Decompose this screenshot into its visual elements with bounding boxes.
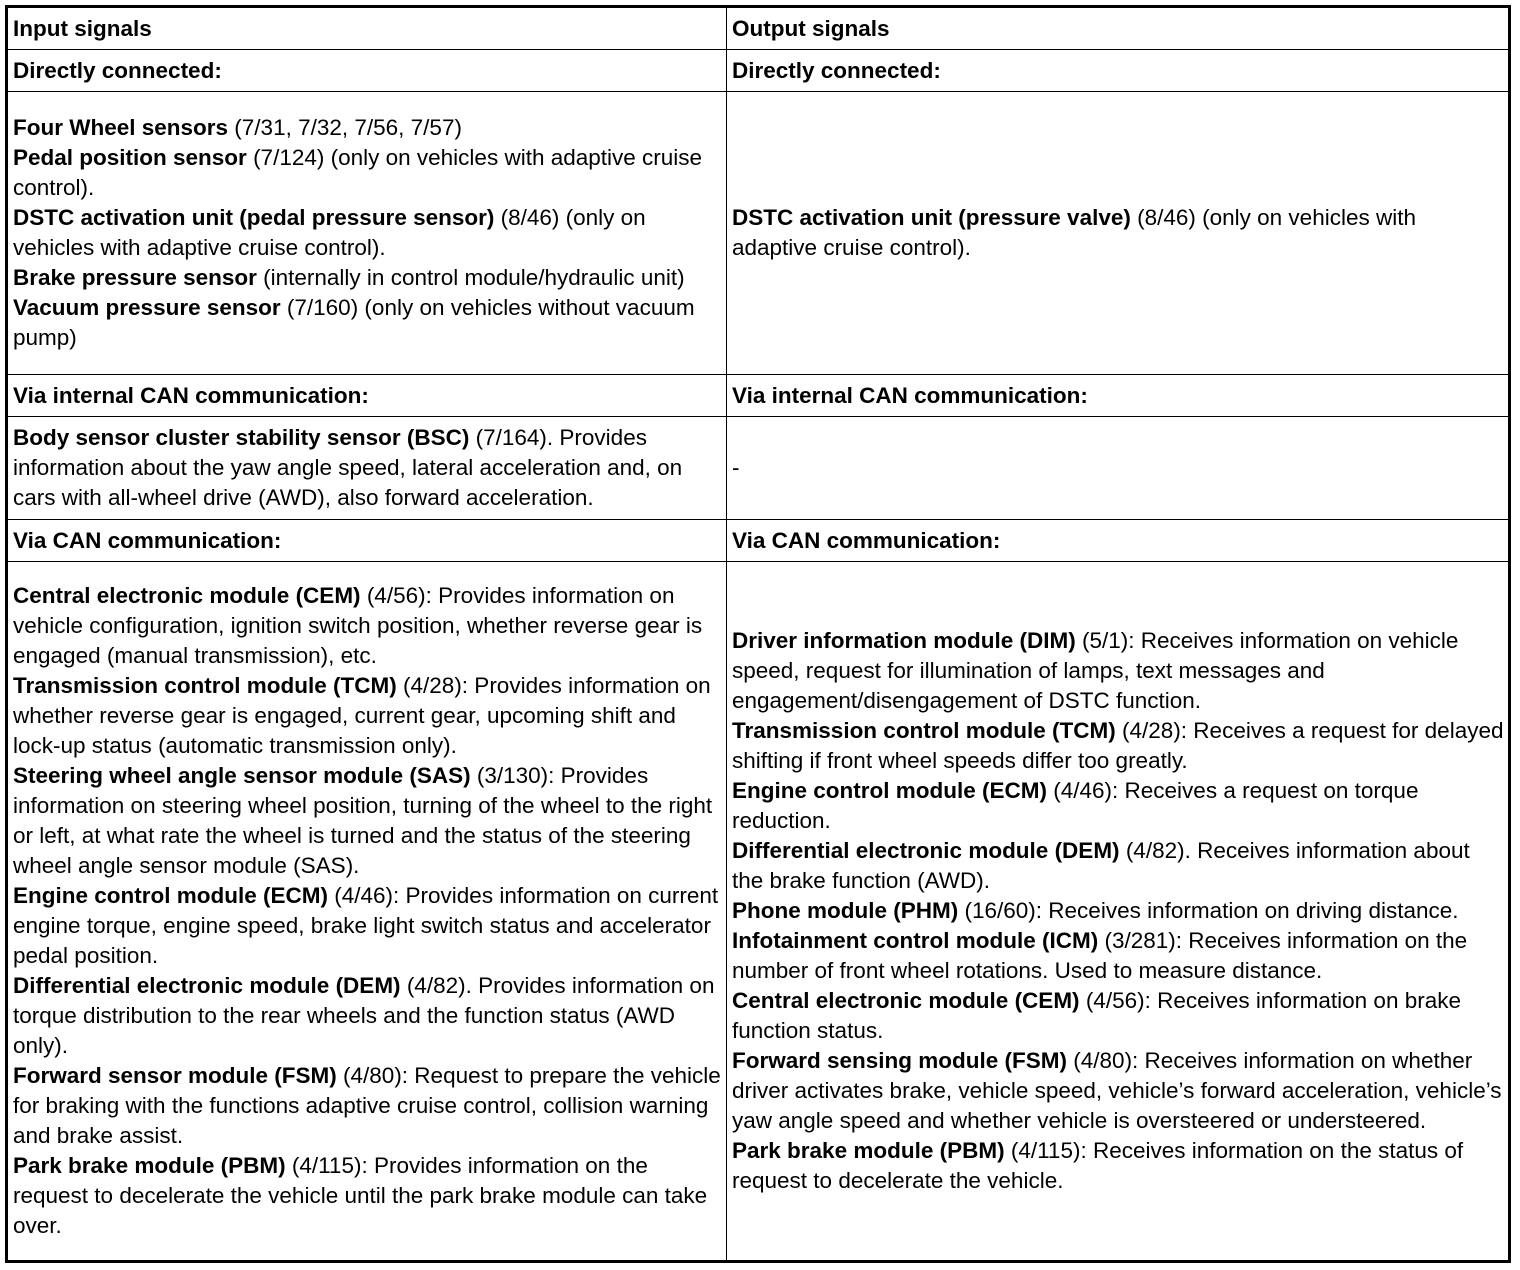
signal-description: (internally in control module/hydraulic unit) xyxy=(256,265,685,290)
signal-entry xyxy=(13,263,722,293)
signal-description: (4/28): Provides information on whether reverse gear is engaged, current gear, upcoming shift and lock-up status (automatic transmission only). xyxy=(13,673,711,758)
signal-entry xyxy=(13,423,722,513)
signal-entry xyxy=(13,881,722,971)
signal-module-name: Engine control module (ECM) xyxy=(732,778,1047,803)
table-header-row xyxy=(7,7,1510,50)
signal-module-name: DSTC activation unit (pedal pressure sensor) xyxy=(13,205,495,230)
signal-module-name: DSTC activation unit (pressure valve) xyxy=(732,205,1131,230)
signal-description: (4/56): Provides information on vehicle configuration, ignition switch position, whether reverse gear is engaged (manual transmission), etc. xyxy=(13,583,703,668)
signal-module-name: Forward sensing module (FSM) xyxy=(732,1048,1068,1073)
section-heading-can-output: Via CAN communication: xyxy=(727,520,1510,562)
signal-description: (4/80): Request to prepare the vehicle for braking with the functions adaptive cruise control, collision warning and brake assist. xyxy=(13,1063,721,1148)
signal-module-name: Forward sensor module (FSM) xyxy=(13,1063,337,1088)
signal-entry xyxy=(13,581,722,671)
section-heading-row-internal-can xyxy=(7,375,1510,417)
signal-entry xyxy=(13,113,722,143)
signal-description: (4/115): Provides information on the request to decelerate the vehicle until the park brake module can take over. xyxy=(13,1153,708,1238)
section-heading-internal-can-output: Via internal CAN communication: xyxy=(727,375,1510,417)
empty-output-placeholder: - xyxy=(732,455,740,480)
signal-module-name: Park brake module (PBM) xyxy=(732,1138,1005,1163)
signal-description: (4/46): Receives a request on torque reduction. xyxy=(732,778,1419,833)
signal-entry xyxy=(732,1136,1504,1196)
signal-module-name: Central electronic module (CEM) xyxy=(732,988,1080,1013)
signal-module-name: Vacuum pressure sensor xyxy=(13,295,281,320)
signal-entry xyxy=(13,1151,722,1241)
signal-entry xyxy=(13,761,722,881)
signal-module-name: Four Wheel sensors xyxy=(13,115,229,140)
section-body-row-internal-can xyxy=(7,417,1510,520)
signal-module-name: Central electronic module (CEM) xyxy=(13,583,361,608)
section-heading-direct-output: Directly connected: xyxy=(727,50,1510,92)
signal-description: (8/46) (only on vehicles with adaptive cruise control). xyxy=(13,205,646,260)
signal-description: (3/281): Receives information on the number of front wheel rotations. Used to measure distance. xyxy=(732,928,1468,983)
signal-entry xyxy=(732,926,1504,986)
internal-can-outputs-cell xyxy=(727,417,1510,520)
signal-description: (4/82). Provides information on torque distribution to the rear wheels and the function status (AWD only). xyxy=(13,973,715,1058)
section-heading-direct-input: Directly connected: xyxy=(7,50,727,92)
direct-inputs-cell xyxy=(7,92,727,375)
signal-description: (7/124) (only on vehicles with adaptive cruise control). xyxy=(13,145,703,200)
signal-module-name: Transmission control module (TCM) xyxy=(13,673,397,698)
signal-description: (5/1): Receives information on vehicle speed, request for illumination of lamps, text messages and engagement/disengagement of DSTC function. xyxy=(732,628,1459,713)
signal-module-name: Transmission control module (TCM) xyxy=(732,718,1116,743)
signal-description: (4/82). Receives information about the brake function (AWD). xyxy=(732,838,1470,893)
direct-outputs-cell xyxy=(727,92,1510,375)
signal-entry xyxy=(13,293,722,353)
signal-entry xyxy=(13,671,722,761)
section-body-row-direct xyxy=(7,92,1510,375)
signal-description: (4/80): Receives information on whether driver activates brake, vehicle speed, vehicle’s forward acceleration, vehicle’s yaw angle speed and whether vehicle is oversteered or understeered. xyxy=(732,1048,1502,1133)
input-signals-header: Input signals xyxy=(7,7,727,50)
signal-description: (16/60): Receives information on driving distance. xyxy=(958,898,1459,923)
can-outputs-cell xyxy=(727,562,1510,1262)
signal-entry xyxy=(732,626,1504,716)
signal-module-name: Steering wheel angle sensor module (SAS) xyxy=(13,763,471,788)
signal-description: (3/130): Provides information on steering wheel position, turning of the wheel to the right or left, at what rate the wheel is turned and the status of the steering wheel angle sensor module (SAS). xyxy=(13,763,713,878)
signal-entry xyxy=(732,1046,1504,1136)
signals-table xyxy=(5,5,1511,1263)
section-heading-can-input: Via CAN communication: xyxy=(7,520,727,562)
signal-module-name: Infotainment control module (ICM) xyxy=(732,928,1099,953)
section-body-row-can xyxy=(7,562,1510,1262)
signal-module-name: Brake pressure sensor xyxy=(13,265,257,290)
signal-entry xyxy=(732,776,1504,836)
signal-module-name: Pedal position sensor xyxy=(13,145,247,170)
signal-module-name: Phone module (PHM) xyxy=(732,898,959,923)
signal-module-name: Engine control module (ECM) xyxy=(13,883,328,908)
output-signals-header: Output signals xyxy=(727,7,1510,50)
signal-entry xyxy=(13,143,722,203)
signal-module-name: Body sensor cluster stability sensor (BSC) xyxy=(13,425,470,450)
can-inputs-cell xyxy=(7,562,727,1262)
signal-module-name: Park brake module (PBM) xyxy=(13,1153,286,1178)
signal-description: (7/164). Provides information about the yaw angle speed, lateral acceleration and, on cars with all-wheel drive (AWD), also forward acceleration. xyxy=(13,425,683,510)
signal-entry xyxy=(13,971,722,1061)
internal-can-inputs-cell xyxy=(7,417,727,520)
signal-module-name: Driver information module (DIM) xyxy=(732,628,1076,653)
signal-entry xyxy=(732,986,1504,1046)
signal-description: (4/46): Provides information on current engine torque, engine speed, brake light switch status and accelerator pedal position. xyxy=(13,883,719,968)
signal-entry xyxy=(732,716,1504,776)
signal-entry xyxy=(732,896,1504,926)
signal-description: (7/31, 7/32, 7/56, 7/57) xyxy=(228,115,462,140)
signal-entry xyxy=(732,836,1504,896)
signal-entry xyxy=(732,203,1504,263)
signal-module-name: Differential electronic module (DEM) xyxy=(13,973,401,998)
signal-description: (4/115): Receives information on the status of request to decelerate the vehicle. xyxy=(732,1138,1464,1193)
signal-description: (4/28): Receives a request for delayed shifting if front wheel speeds differ too greatly. xyxy=(732,718,1504,773)
signal-entry xyxy=(13,1061,722,1151)
signal-description: (8/46) (only on vehicles with adaptive cruise control). xyxy=(732,205,1416,260)
signal-description: (7/160) (only on vehicles without vacuum pump) xyxy=(13,295,695,350)
signal-description: (4/56): Receives information on brake function status. xyxy=(732,988,1461,1043)
section-heading-internal-can-input: Via internal CAN communication: xyxy=(7,375,727,417)
signal-module-name: Differential electronic module (DEM) xyxy=(732,838,1120,863)
section-heading-row-direct xyxy=(7,50,1510,92)
section-heading-row-can xyxy=(7,520,1510,562)
signal-entry xyxy=(13,203,722,263)
